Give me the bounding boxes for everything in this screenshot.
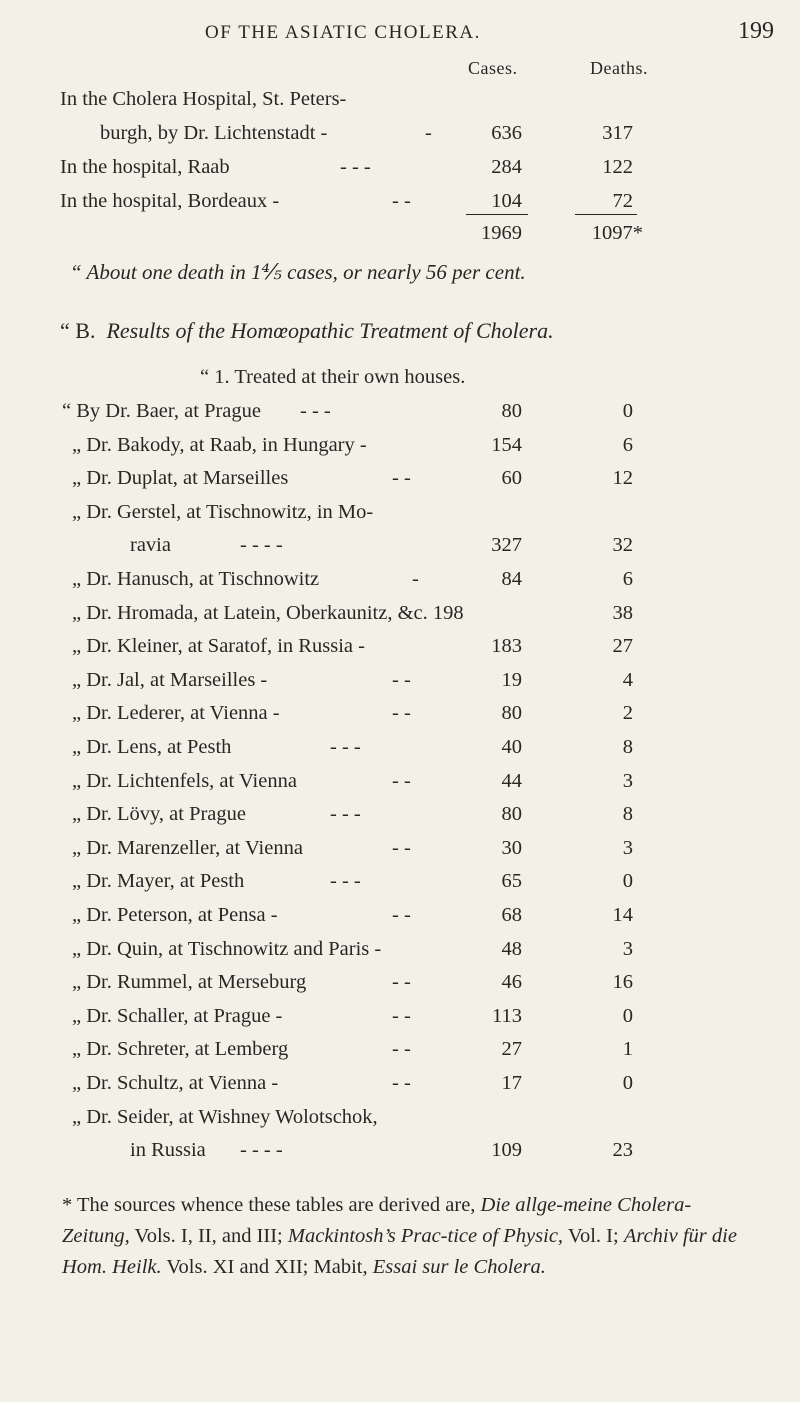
deaths-value: 122 xyxy=(602,156,633,178)
row-dashes: - - - xyxy=(330,736,361,758)
cases-value: 104 xyxy=(491,190,522,212)
row-dashes: - - xyxy=(392,467,411,490)
row-label: „ Dr. Mayer, at Pesth xyxy=(72,870,245,893)
deaths-value: 27 xyxy=(612,635,633,658)
cases-value: 154 xyxy=(491,433,522,456)
row-dashes: - - - xyxy=(330,803,361,826)
deaths-value: 317 xyxy=(602,122,633,144)
row-dashes: - - xyxy=(392,1004,411,1027)
deaths-value: 72 xyxy=(612,190,633,212)
section-prefix: “ B. xyxy=(60,318,96,343)
row-label-continued: burgh, by Dr. Lichtenstadt - xyxy=(100,122,328,144)
footnote-source: Mackintosh’s Prac-tice of Physic, xyxy=(287,1225,564,1247)
cases-value: 17 xyxy=(501,1072,522,1094)
deaths-value: 12 xyxy=(612,467,633,490)
row-dashes: - - xyxy=(392,190,411,212)
deaths-value: 0 xyxy=(622,1072,633,1094)
row-dashes: - xyxy=(412,568,419,590)
cases-value: 30 xyxy=(501,836,522,859)
row-label: „ Dr. Seider, at Wishney Wolotschok, xyxy=(72,1105,378,1128)
total-deaths: 1097* xyxy=(591,222,643,244)
deaths-value: 0 xyxy=(622,870,633,893)
footnote-source: Archiv für die Hom. Heilk. xyxy=(62,1225,737,1278)
section-heading xyxy=(60,318,554,344)
row-label: In the Cholera Hospital, St. Peters- xyxy=(60,88,347,110)
cases-value: 80 xyxy=(501,803,522,826)
deaths-value: 32 xyxy=(612,534,633,557)
cases-value: 46 xyxy=(501,971,522,994)
row-label-continued: in Russia xyxy=(130,1139,206,1162)
footnote-source: Die allge-meine Cholera-Zeitung, xyxy=(62,1194,692,1247)
total-cases: 1969 xyxy=(481,222,522,244)
cases-value: 183 xyxy=(491,635,522,658)
deaths-value: 8 xyxy=(622,803,633,826)
cases-value: 636 xyxy=(491,122,522,144)
footnote-source: Essai sur le Cholera. xyxy=(372,1256,546,1278)
deaths-value: 0 xyxy=(622,400,633,422)
footnote-star: * xyxy=(62,1194,73,1216)
deaths-value: 6 xyxy=(622,433,633,456)
deaths-value: 4 xyxy=(622,668,633,691)
deaths-value: 2 xyxy=(622,702,633,725)
deaths-value: 8 xyxy=(622,736,633,758)
footnote-text: The sources whence these tables are derived are, xyxy=(72,1194,481,1216)
cases-value: 80 xyxy=(501,702,522,725)
row-dashes: - - - - xyxy=(240,1139,283,1162)
deaths-value: 16 xyxy=(612,971,633,994)
cases-value: 68 xyxy=(501,904,522,926)
row-label-continued: ravia xyxy=(130,534,171,557)
row-dashes: - - - - xyxy=(240,534,283,557)
row-label: „ Dr. Schultz, at Vienna - xyxy=(72,1072,279,1094)
row-label: In the hospital, Raab xyxy=(60,156,230,178)
footnote xyxy=(62,1190,752,1283)
row-dashes: - - xyxy=(392,1038,411,1061)
cases-value: 327 xyxy=(491,534,522,557)
cases-value: 48 xyxy=(501,937,522,960)
cases-value: 40 xyxy=(501,736,522,758)
sum-rule-deaths xyxy=(575,214,637,215)
section-title: Results of the Homœopathic Treatment of Cholera. xyxy=(106,318,554,343)
cases-value: 65 xyxy=(501,870,522,893)
page-number: 199 xyxy=(738,18,774,44)
row-label: „ Dr. Rummel, at Merseburg xyxy=(72,971,307,994)
row-dashes: - - xyxy=(392,971,411,994)
deaths-value: 23 xyxy=(612,1139,633,1162)
row-dashes: - - xyxy=(392,769,411,792)
row-label: „ Dr. Peterson, at Pensa - xyxy=(72,904,278,926)
footnote-text: Vol. I; xyxy=(563,1225,624,1247)
deaths-value: 14 xyxy=(612,904,633,926)
row-dashes: - - xyxy=(392,1072,411,1094)
cases-value: 60 xyxy=(501,467,522,490)
footnote-text: Vols. XI and XII; Mabit, xyxy=(161,1256,373,1278)
row-label: „ Dr. Lövy, at Prague xyxy=(72,803,247,826)
row-label: „ Dr. Quin, at Tischnowitz and Paris - xyxy=(72,937,382,960)
row-label: „ Dr. Schreter, at Lemberg xyxy=(72,1038,289,1061)
row-label: „ Dr. Lederer, at Vienna - xyxy=(72,702,280,725)
row-label: „ Dr. Jal, at Marseilles - xyxy=(72,668,268,691)
column-header-deaths: Deaths. xyxy=(590,58,648,78)
row-label: „ Dr. Bakody, at Raab, in Hungary - xyxy=(72,433,367,456)
row-dashes: - - - xyxy=(300,400,331,422)
row-label: „ Dr. Marenzeller, at Vienna xyxy=(72,836,303,859)
cases-value: 27 xyxy=(501,1038,522,1061)
row-dashes: - xyxy=(425,122,432,144)
row-label: „ Dr. Lichtenfels, at Vienna xyxy=(72,769,297,792)
cases-value: 44 xyxy=(501,769,522,792)
row-label: “ By Dr. Baer, at Prague xyxy=(62,400,261,422)
row-label: „ Dr. Schaller, at Prague - xyxy=(72,1004,283,1027)
deaths-value: 3 xyxy=(622,937,633,960)
deaths-value: 38 xyxy=(612,601,633,624)
row-dashes: - - xyxy=(392,904,411,926)
column-header-cases: Cases. xyxy=(468,58,518,78)
deaths-value: 6 xyxy=(622,568,633,590)
sum-rule-cases xyxy=(466,214,528,215)
row-dashes: - - - xyxy=(340,156,371,178)
cases-value: 80 xyxy=(501,400,522,422)
row-label: „ Dr. Duplat, at Marseilles xyxy=(72,467,289,490)
cases-value: 113 xyxy=(492,1004,522,1027)
row-dashes: - - - xyxy=(330,870,361,893)
row-label: „ Dr. Gerstel, at Tischnowitz, in Mo- xyxy=(72,500,374,523)
cases-value: 284 xyxy=(491,156,522,178)
cases-value: 84 xyxy=(501,568,522,590)
running-header: OF THE ASIATIC CHOLERA. xyxy=(205,22,481,43)
footnote-text: Vols. I, II, and III; xyxy=(129,1225,288,1247)
deaths-value: 3 xyxy=(622,836,633,859)
deaths-value: 0 xyxy=(622,1004,633,1027)
deaths-value: 1 xyxy=(622,1038,633,1061)
row-label: „ Dr. Lens, at Pesth xyxy=(72,736,232,758)
row-label: „ Dr. Kleiner, at Saratof, in Russia - xyxy=(72,635,365,658)
row-dashes: - - xyxy=(392,668,411,691)
row-dashes: - - xyxy=(392,836,411,859)
row-label: In the hospital, Bordeaux - xyxy=(60,190,280,212)
row-dashes: - - xyxy=(392,702,411,725)
row-label: „ Dr. Hanusch, at Tischnowitz xyxy=(72,568,320,590)
subheading: “ 1. Treated at their own houses. xyxy=(200,366,466,388)
row-label: „ Dr. Hromada, at Latein, Oberkaunitz, &c. 198 xyxy=(72,601,464,624)
cases-value: 19 xyxy=(501,668,522,691)
summary-line: “ About one death in 1⅘ cases, or nearly 56 per cent. xyxy=(70,260,526,284)
deaths-value: 3 xyxy=(622,769,633,792)
cases-value: 109 xyxy=(491,1139,522,1162)
